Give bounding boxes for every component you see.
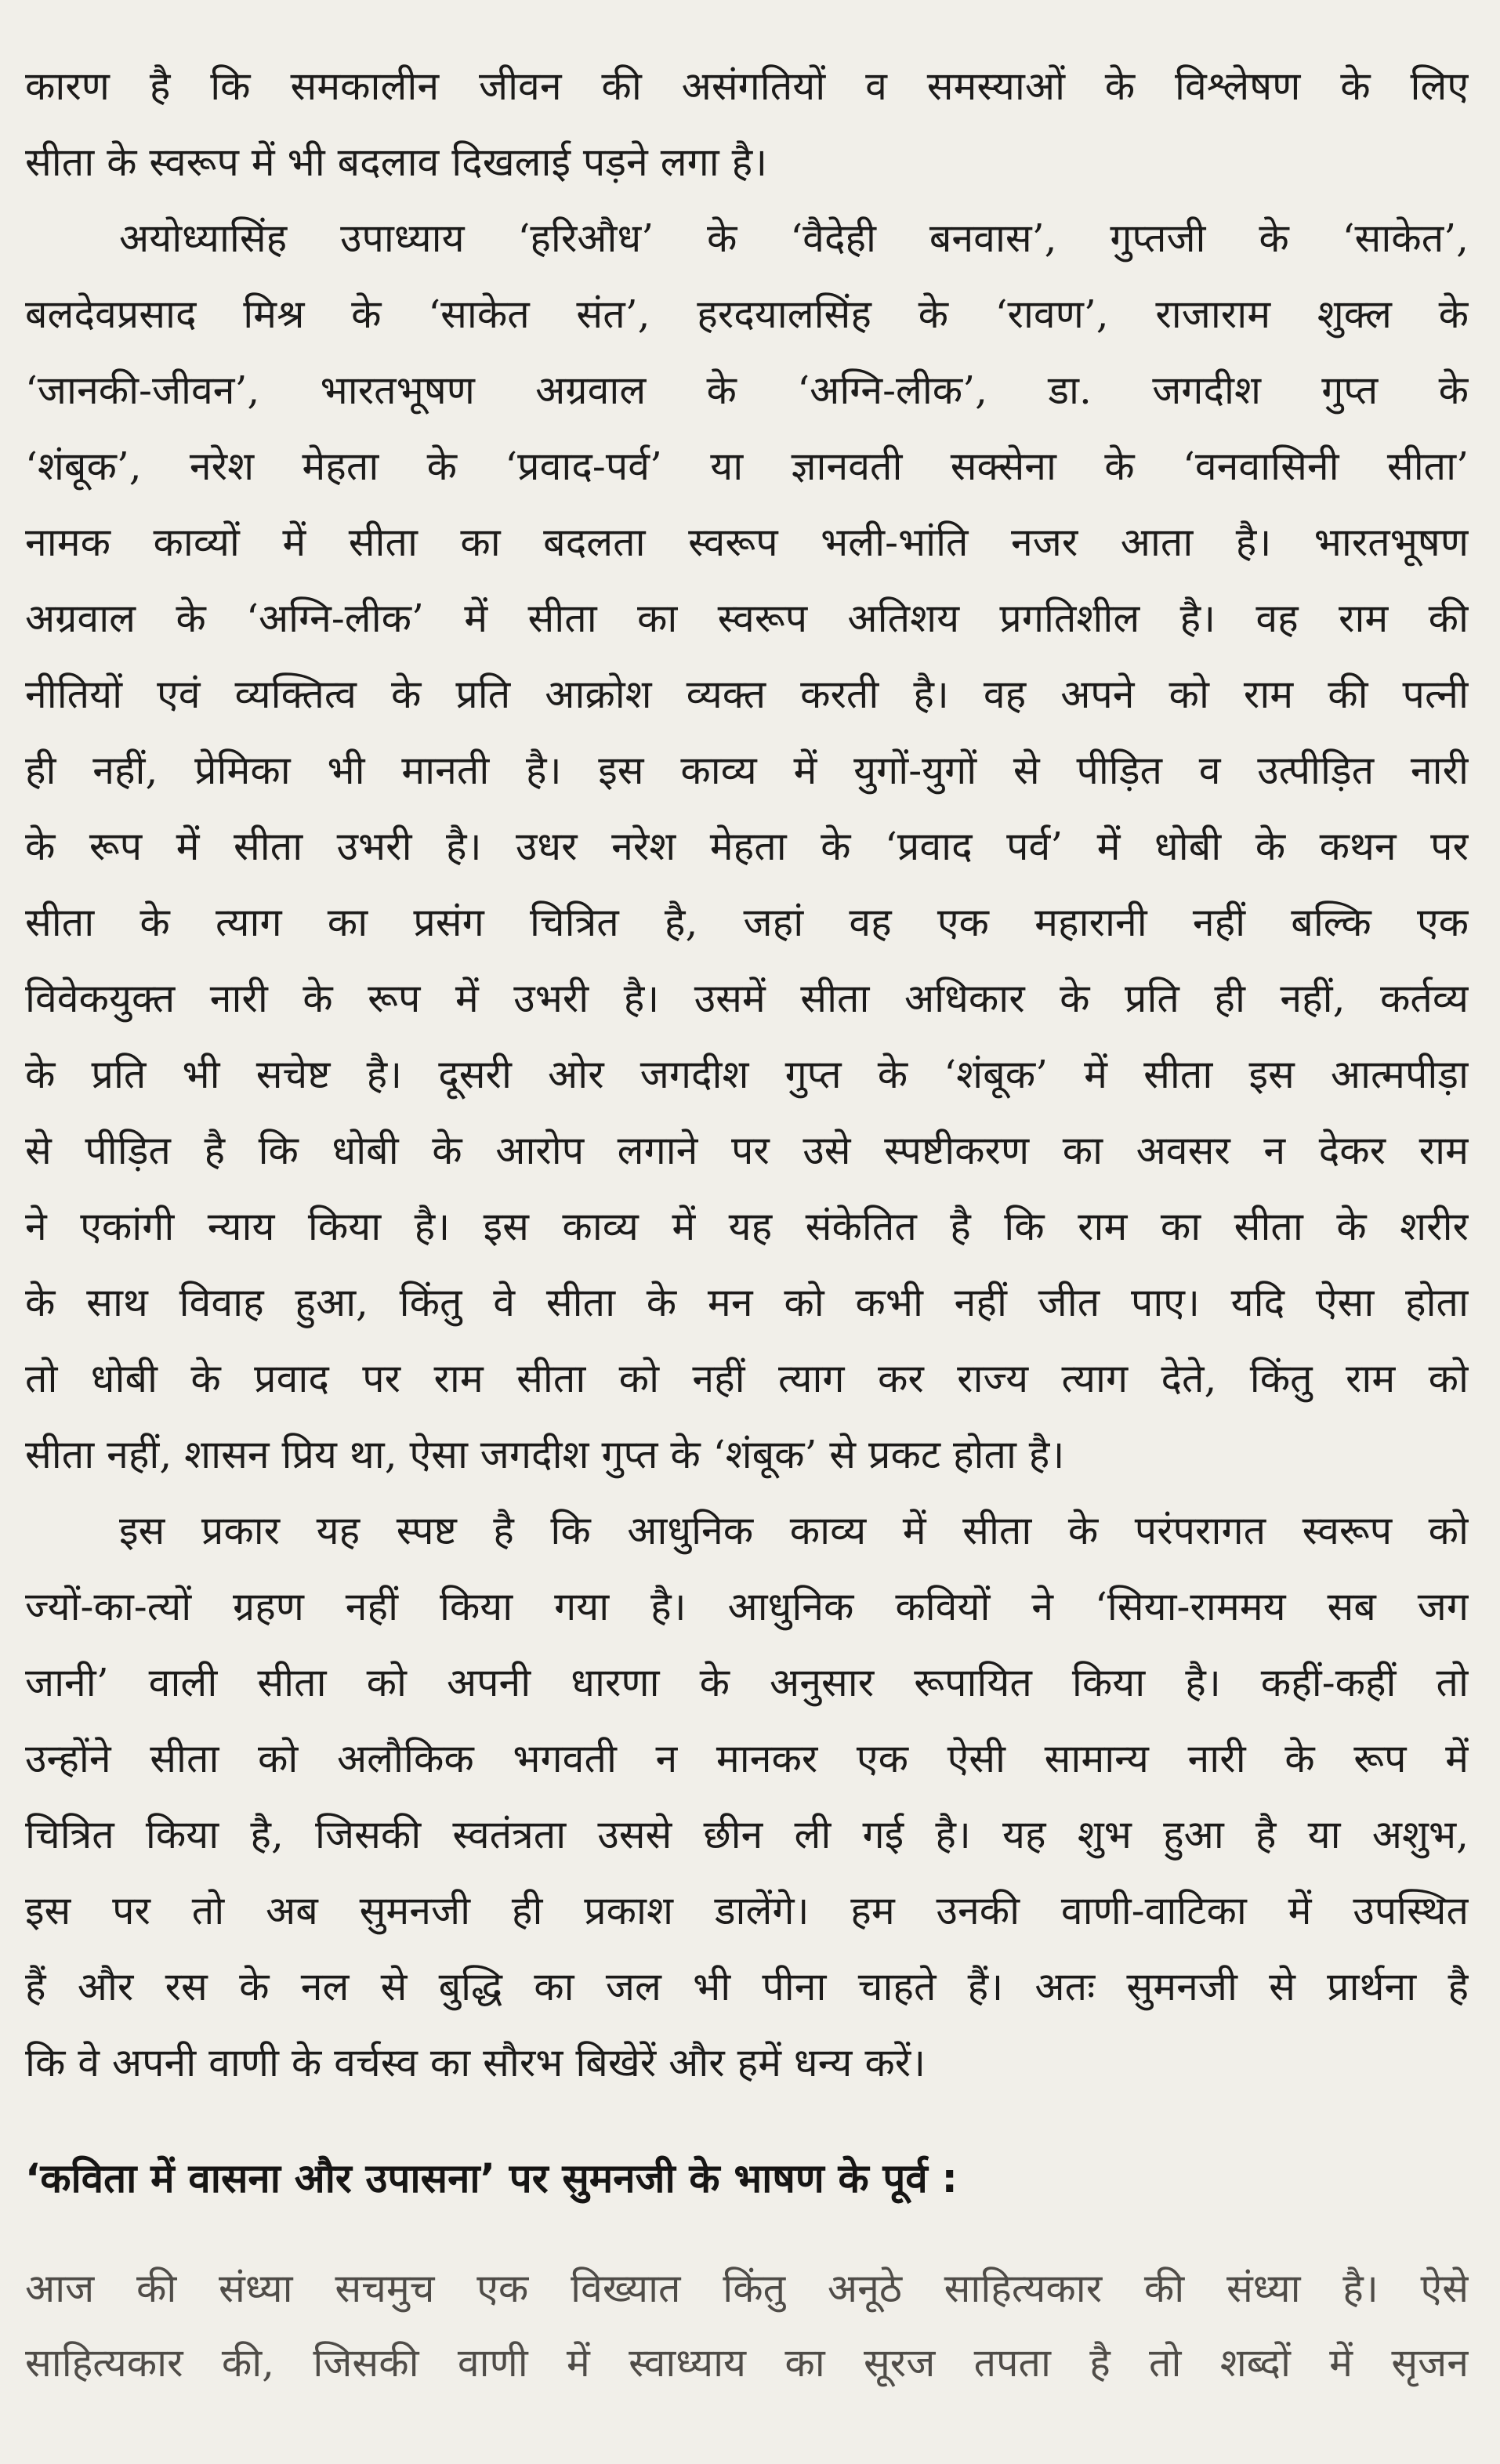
text-line: सीता के स्वरूप में भी बदलाव दिखलाई पड़ने लगा है। [25,140,768,185]
text-line: साहित्यकार की, जिसकी वाणी में स्वाध्याय का सूरज तपता है तो शब्दों में सृजन [25,2340,1469,2386]
text-line: नीतियों एवं व्यक्तित्व के प्रति आक्रोश व्यक्त करती है। वह अपने को राम की पत्नी [25,672,1469,717]
text-line: अयोध्यासिंह उपाध्याय ‘हरिऔध’ के ‘वैदेही बनवास’, गुप्तजी के ‘साकेत’, [119,216,1469,261]
text-line: के रूप में सीता उभरी है। उधर नरेश मेहता के ‘प्रवाद पर्व’ में धोबी के कथन पर [25,824,1469,869]
text-line: आज की संध्या सचमुच एक विख्यात किंतु अनूठे साहित्यकार की संध्या है। ऐसे [25,2266,1469,2311]
section-heading: ‘कविता में वासना और उपासना’ पर सुमनजी के भाषण के पूर्व : [25,2156,958,2202]
text-line: सीता के त्याग का प्रसंग चित्रित है, जहां वह एक महारानी नहीं बल्कि एक [25,900,1469,945]
text-line: के साथ विवाह हुआ, किंतु वे सीता के मन को कभी नहीं जीत पाए। यदि ऐसा होता [25,1280,1469,1325]
text-line: नामक काव्यों में सीता का बदलता स्वरूप भली-भांति नजर आता है। भारतभूषण [25,520,1469,565]
text-line: से पीड़ित है कि धोबी के आरोप लगाने पर उसे स्पष्टीकरण का अवसर न देकर राम [25,1128,1469,1173]
text-line: जानी’ वाली सीता को अपनी धारणा के अनुसार रूपायित किया है। कहीं-कहीं तो [25,1660,1469,1705]
text-line: अग्रवाल के ‘अग्नि-लीक’ में सीता का स्वरूप अतिशय प्रगतिशील है। वह राम की [25,596,1469,641]
paragraph-intro-continued [25,49,1469,201]
text-line: के प्रति भी सचेष्ट है। दूसरी ओर जगदीश गुप्त के ‘शंबूक’ में सीता इस आत्मपीड़ा [25,1052,1469,1097]
paragraph-conclusion [25,1493,1469,2101]
paragraph-sita-in-modern-poems [25,201,1469,1493]
text-line: इस पर तो अब सुमनजी ही प्रकाश डालेंगे। हम उनकी वाणी-वाटिका में उपस्थित [25,1888,1469,1933]
text-line: हैं और रस के नल से बुद्धि का जल भी पीना चाहते हैं। अतः सुमनजी से प्रार्थना है [25,1964,1469,2009]
text-line: उन्होंने सीता को अलौकिक भगवती न मानकर एक ऐसी सामान्य नारी के रूप में [25,1736,1469,1781]
paragraph-after-heading [25,2252,1469,2401]
text-line: सीता नहीं, शासन प्रिय था, ऐसा जगदीश गुप्त के ‘शंबूक’ से प्रकट होता है। [25,1432,1065,1477]
text-line: चित्रित किया है, जिसकी स्वतंत्रता उससे छीन ली गई है। यह शुभ हुआ है या अशुभ, [25,1812,1469,1857]
text-line: ‘शंबूक’, नरेश मेहता के ‘प्रवाद-पर्व’ या ज्ञानवती सक्सेना के ‘वनवासिनी सीता’ [25,444,1469,489]
text-line: बलदेवप्रसाद मिश्र के ‘साकेत संत’, हरदयालसिंह के ‘रावण’, राजाराम शुक्ल के [25,292,1469,337]
text-line: कारण है कि समकालीन जीवन की असंगतियों व समस्याओं के विश्लेषण के लिए [25,63,1469,109]
text-line: ‘जानकी-जीवन’, भारतभूषण अग्रवाल के ‘अग्नि-लीक’, डा. जगदीश गुप्त के [25,368,1469,413]
text-line: कि वे अपनी वाणी के वर्चस्व का सौरभ बिखेरें और हमें धन्य करें। [25,2040,926,2085]
text-line: ने एकांगी न्याय किया है। इस काव्य में यह संकेतित है कि राम का सीता के शरीर [25,1204,1469,1249]
text-line: इस प्रकार यह स्पष्ट है कि आधुनिक काव्य में सीता के परंपरागत स्वरूप को [119,1508,1469,1553]
text-line: तो धोबी के प्रवाद पर राम सीता को नहीं त्याग कर राज्य त्याग देते, किंतु राम को [25,1356,1469,1401]
text-line: विवेकयुक्त नारी के रूप में उभरी है। उसमें सीता अधिकार के प्रति ही नहीं, कर्तव्य [25,976,1469,1021]
text-line: ही नहीं, प्रेमिका भी मानती है। इस काव्य में युगों-युगों से पीड़ित व उत्पीड़ित नारी [25,748,1469,793]
text-line: ज्यों-का-त्यों ग्रहण नहीं किया गया है। आधुनिक कवियों ने ‘सिया-राममय सब जग [25,1584,1469,1629]
